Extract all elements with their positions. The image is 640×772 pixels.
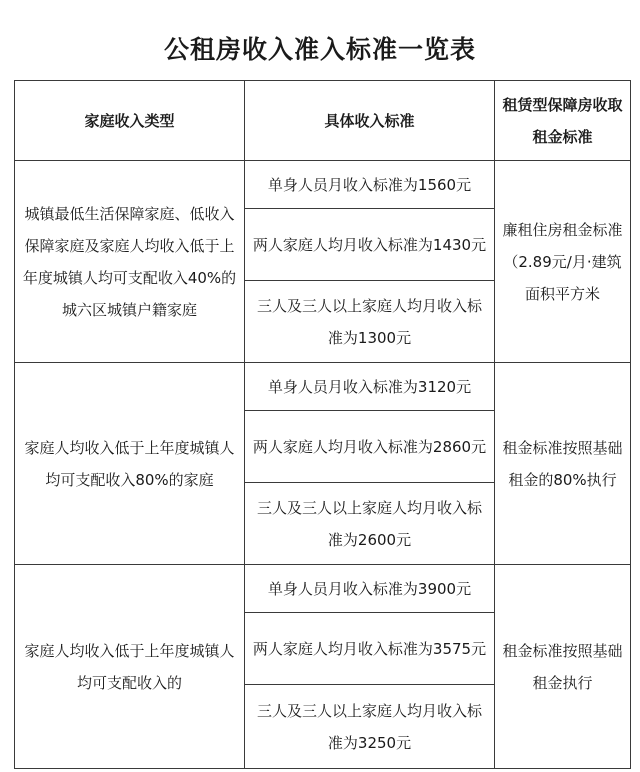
group-3-standard-three: 三人及三人以上家庭人均月收入标准为3250元 bbox=[245, 685, 495, 769]
income-standard-table bbox=[14, 80, 631, 769]
group-2-standard-two: 两人家庭人均月收入标准为2860元 bbox=[245, 411, 495, 483]
group-3-rent-standard: 租金标准按照基础租金执行 bbox=[495, 565, 631, 769]
group-1-income-type: 城镇最低生活保障家庭、低收入保障家庭及家庭人均收入低于上年度城镇人均可支配收入40%的城六区城镇户籍家庭 bbox=[15, 161, 245, 363]
group-1-standard-three: 三人及三人以上家庭人均月收入标准为1300元 bbox=[245, 281, 495, 363]
table-header-row bbox=[15, 81, 631, 161]
header-income-standard: 具体收入标准 bbox=[245, 81, 495, 161]
table-row bbox=[15, 363, 631, 411]
page-title: 公租房收入准入标准一览表 bbox=[163, 35, 476, 64]
header-rent-standard: 租赁型保障房收取租金标准 bbox=[495, 81, 631, 161]
group-2-standard-single: 单身人员月收入标准为3120元 bbox=[245, 363, 495, 411]
header-income-type: 家庭收入类型 bbox=[15, 81, 245, 161]
table-row bbox=[15, 565, 631, 613]
group-1-standard-two: 两人家庭人均月收入标准为1430元 bbox=[245, 209, 495, 281]
table-row bbox=[15, 161, 631, 209]
group-2-rent-standard: 租金标准按照基础租金的80%执行 bbox=[495, 363, 631, 565]
group-1-rent-standard: 廉租住房租金标准（2.89元/月·建筑面积平方米 bbox=[495, 161, 631, 363]
group-3-standard-single: 单身人员月收入标准为3900元 bbox=[245, 565, 495, 613]
group-1-standard-single: 单身人员月收入标准为1560元 bbox=[245, 161, 495, 209]
group-2-income-type: 家庭人均收入低于上年度城镇人均可支配收入80%的家庭 bbox=[15, 363, 245, 565]
group-2-standard-three: 三人及三人以上家庭人均月收入标准为2600元 bbox=[245, 483, 495, 565]
group-3-income-type: 家庭人均收入低于上年度城镇人均可支配收入的 bbox=[15, 565, 245, 769]
group-3-standard-two: 两人家庭人均月收入标准为3575元 bbox=[245, 613, 495, 685]
